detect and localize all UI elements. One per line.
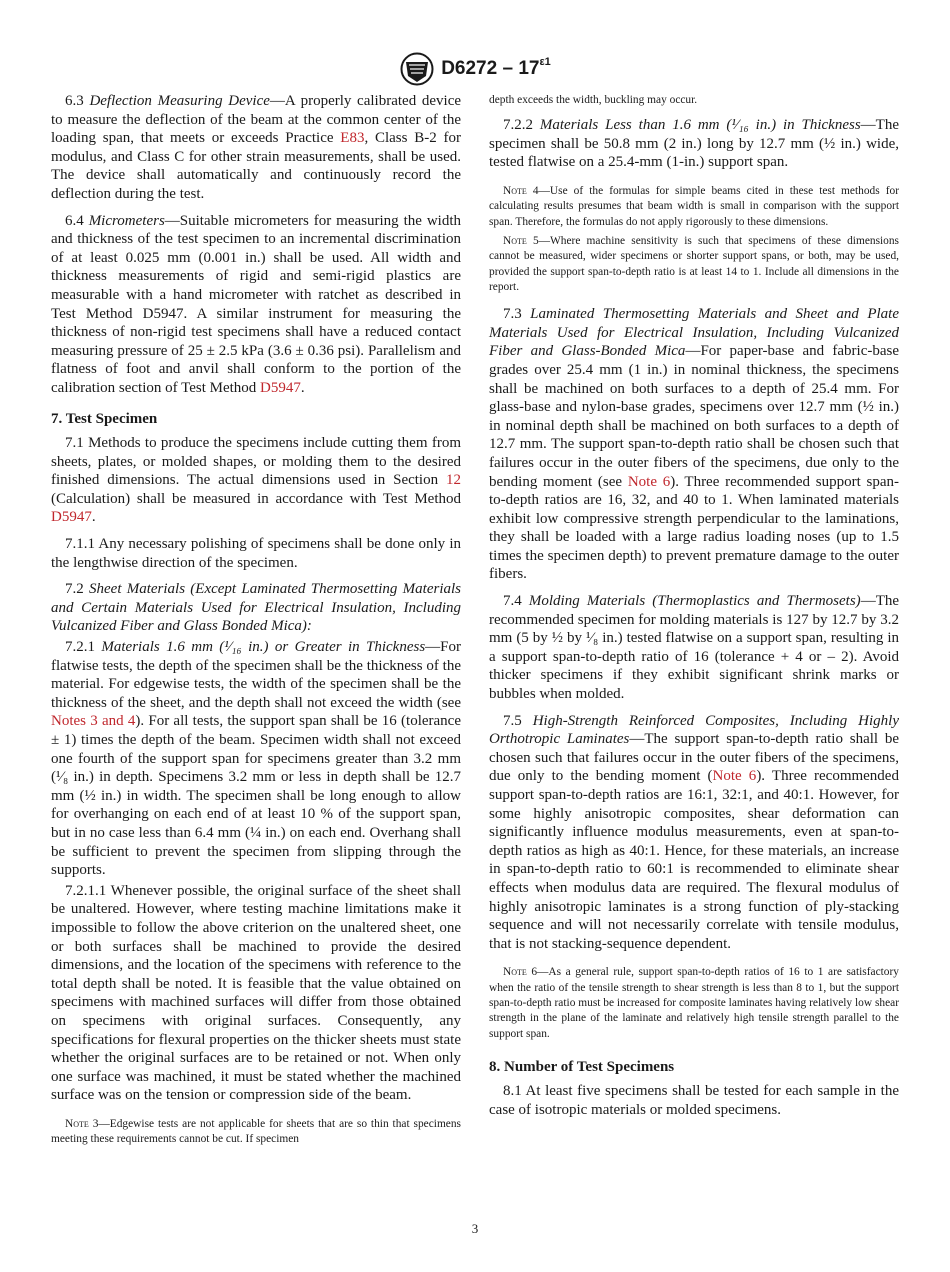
note-5: Note 5—Where machine sensitivity is such that specimens of these dimensions cannot be measured, wider specimens or shorter support spans, or both, may be used, provided the support span-to-depth ratio is at least 14 to 1. Include all dimensions in the report. bbox=[489, 234, 899, 293]
page-number: 3 bbox=[471, 1221, 479, 1236]
section-7-3: 7.3 Laminated Thermosetting Materials and Sheet and Plate Materials Used for Electrical Insulation, Including Vulcanized Fiber and Glass-Bonded Mica—For paper-base and fabric-base grades over 25.4 mm (1 in.) in nominal thickness, the specimens shall be machined on both surfaces to a depth of 25.4 mm. For glass-base and nylon-base grades, specimens over 12.7 mm (½ in.) in nominal depth shall be machined on both surfaces to a depth of 12.7 mm. The support span-to-depth ratio shall be chosen such that failures occur in the outer fibers of the specimens, due only to the bending moment (see Note 6). Three recommended support span-to-depth ratios are 16, 32, and 40 to 1. When laminated materials exhibit low compressive strength perpendicular to the laminations, they shall be loaded with a large radius loading noses (up to 1.5 times the specimen depth) to prevent premature damage to the outer fibers. bbox=[489, 306, 900, 583]
document-id: $D6272 - 17^{\varepsilon 1}$ bbox=[441, 56, 551, 79]
link-e83[interactable]: E83 bbox=[340, 130, 365, 147]
section-7-1-1: 7.1.1 Any necessary polishing of specimens shall be done only in the lengthwise direction of the specimen. bbox=[51, 536, 461, 571]
link-notes-3-4[interactable]: Notes 3 and 4 bbox=[51, 713, 136, 730]
heading-number-of-test-specimens: 8. Number of Test Specimens bbox=[489, 1058, 675, 1075]
note-3: Note 3—Edgewise tests are not applicable for sheets that are so thin that specimens meeting these requirements cannot be cut. If specimen bbox=[51, 1117, 461, 1146]
note-4: Note 4—Use of the formulas for simple beams cited in these test methods for calculating results presumes that beam width is small in comparison with the support span. Therefore, the formulas do not apply rigorously to these dimensions. bbox=[489, 185, 899, 228]
section-7-2: 7.2 Sheet Materials (Except Laminated Thermosetting Materials and Certain Materials Used for Electrical Insulation, Including Vulcanized Fiber and Glass Bonded Mica): bbox=[51, 581, 462, 635]
section-7-1: 7.1 Methods to produce the specimens include cutting them from sheets, plates, or molded shapes, or molding them to the desired finished dimensions. The actual dimensions used in Section 12 (Calculation) shall be measured in accordance with Test Method D5947. bbox=[51, 435, 461, 526]
page-header bbox=[0, 52, 950, 86]
heading-test-specimen: 7. Test Specimen bbox=[51, 410, 158, 427]
section-6-4: 6.4 Micrometers—Suitable micrometers for measuring the width and thickness of the test specimen to an incremental discrimination of at least 0.025 mm (0.001 in.) shall be used. All width and thickness measurements of rigid and semi-rigid plastics are measurable with a hand micrometer with ratchet as described in Test Method D5947. A similar instrument for measuring the thickness of non-rigid test specimens shall have a reduced contact measuring pressure of 25 ± 2.5 kPa (3.6 ± 0.36 psi). Parallelism and flatness of foot and anvil shall conform to the portion of the calibration section of Test Method D5947. bbox=[51, 212, 462, 396]
section-7-2-1: 7.2.1 Materials 1.6 mm (¹⁄₁₆ in.) or Greater in Thickness—For flatwise tests, the depth of the specimen shall be the thickness of the material. For edgewise tests, the width of the specimen shall be the thickness of the sheet, and the depth shall not exceed the width (see Notes 3 and 4). For all tests, the support span shall be 16 (tolerance ± 1) times the depth of the beam. Specimen width shall not exceed one fourth of the support span for specimens greater than 3.2 mm (¹⁄₈ in.) in depth. Specimens 3.2 mm or less in depth shall be 12.7 mm (½ in.) in width. The specimen shall be long enough to allow for overhanging on each end of at least 10 % of the support span, but in no case less than 6.4 mm (¼ in.) on each end. Overhang shall be sufficient to prevent the specimen from slipping through the supports. bbox=[51, 639, 461, 879]
note-6: Note 6—As a general rule, support span-to-depth ratios of 16 to 1 are satisfactory when the ratio of the tensile strength to shear strength is less than 8 to 1, but the support span-to-depth ratio must be increased for composite laminates having relatively low shear strength in the plane of the laminate and relatively high tensile strength parallel to the support span. bbox=[489, 966, 899, 1040]
link-note-6[interactable]: Note 6 bbox=[627, 473, 671, 490]
right-column bbox=[489, 93, 899, 1128]
section-6-3: 6.3 Deflection Measuring Device—A properly calibrated device to measure the deflection of the beam at the common center of the loading span, that meets or exceeds Practice E83, Class B-2 for modulus, and Class C for other strain measurements, shall be used. The device shall automatically and continuously record the deflection during the test. bbox=[51, 93, 462, 202]
astm-logo-icon bbox=[399, 52, 435, 86]
link-d5947[interactable]: D5947 bbox=[260, 379, 301, 396]
link-d5947[interactable]: D5947 bbox=[51, 509, 92, 526]
section-7-2-2: 7.2.2 Materials Less than 1.6 mm (¹⁄₁₆ in.) in Thickness—The specimen shall be 50.8 mm (2 in.) long by 12.7 mm (½ in.) wide, tested flatwise on a 25.4-mm (1-in.) support span. bbox=[489, 117, 899, 171]
link-section-12[interactable]: 12 bbox=[446, 472, 461, 489]
section-7-2-1-1: 7.2.1.1 Whenever possible, the original surface of the sheet shall be unaltered. However, where testing machine limitations make it impossible to follow the above criterion on the unaltered sheet, one or both surfaces shall be machined to provide the desired dimensions, and the location of the specimens with reference to the total depth shall be noted. It is feasible that the value obtained on specimens with machined surfaces will differ from those obtained on specimens with original surfaces. Consequently, any specifications for flexural properties on the thicker sheets must state whether the original surfaces are to be retained or not. When only one surface was machined, it must be stated whether the machined surface was on the tension or compression side of the beam. bbox=[51, 882, 461, 1104]
section-7-4: 7.4 Molding Materials (Thermoplastics and Thermosets)—The recommended specimen for molding materials is 127 by 12.7 by 3.2 mm (5 by ½ by ¹⁄₈ in.) tested flatwise on a support span, resulting in a support span-to-depth ratio of 16 (tolerance + 4 or – 2). Avoid thicker specimens if they exhibit significant shrink marks or bubbles when molded. bbox=[489, 593, 900, 703]
section-8-1: 8.1 At least five specimens shall be tested for each sample in the case of isotropic materials or molded specimens. bbox=[489, 1083, 899, 1119]
link-note-6[interactable]: Note 6 bbox=[712, 768, 757, 785]
note-3-continued: depth exceeds the width, buckling may occur. bbox=[489, 94, 698, 106]
section-7-5: 7.5 High-Strength Reinforced Composites, Including Highly Orthotropic Laminates—The support span-to-depth ratio shall be chosen such that failures occur in the outer fibers of the specimens, due only to the bending moment (Note 6). Three recommended support span-to-depth ratios are 16:1, 32:1, and 40:1. However, for some highly anisotropic composites, shear deformation can significantly influence modulus measurements, even at span-to-depth ratios as high as 40:1. Hence, for these materials, an increase in span-to-depth ratio to 60:1 is recommended to eliminate shear effects when modulus data are required. The flexural modulus of highly anisotropic laminates is a strong function of ply-stacking sequence and will not necessarily correlate with tensile modulus, that is not stacking-sequence dependent. bbox=[489, 712, 900, 952]
left-column bbox=[51, 92, 461, 1151]
